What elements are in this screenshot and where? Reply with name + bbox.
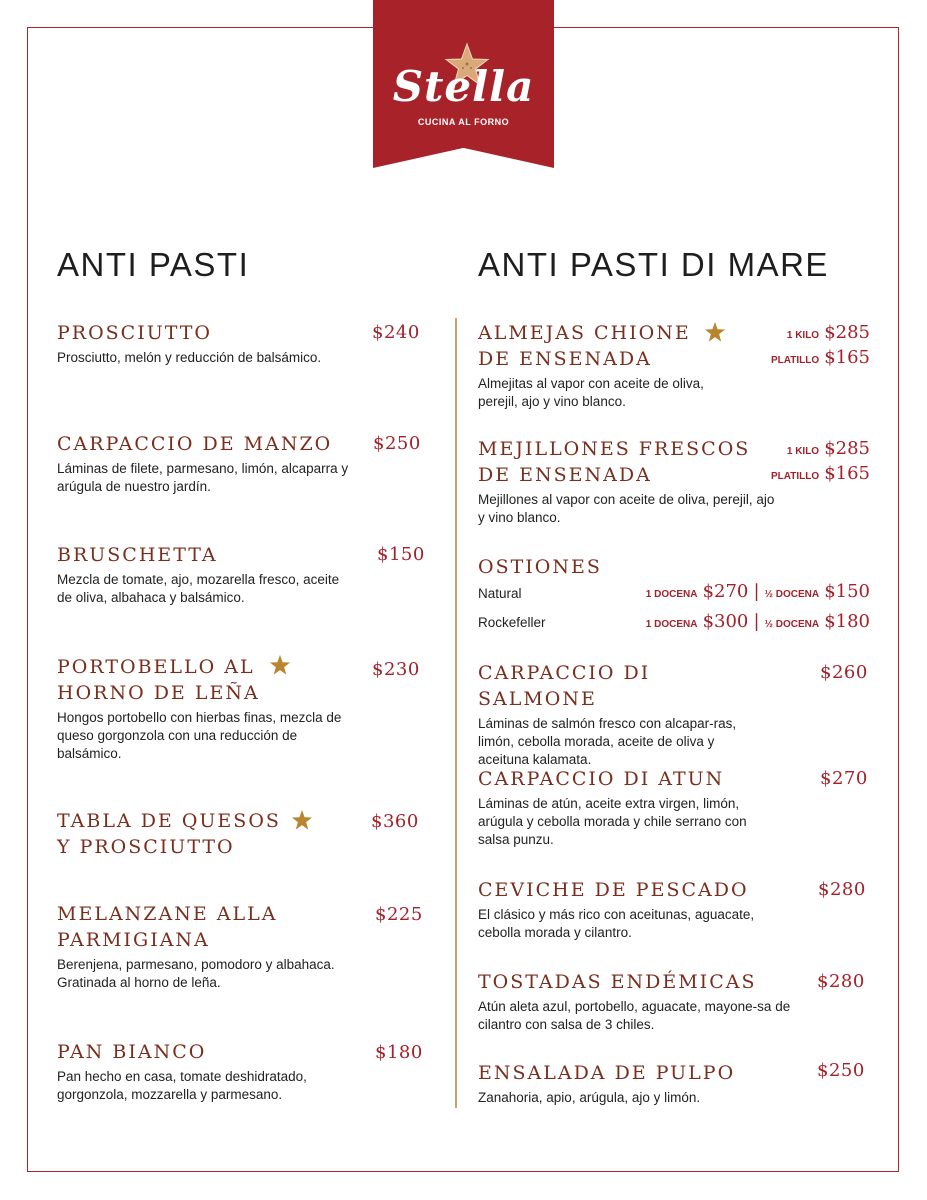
size-label: 1 DOCENA <box>645 589 698 600</box>
menu-item-portobello <box>57 654 362 763</box>
item-description: Pan hecho en casa, tomate deshidratado, gorgonzola, mozzarella y parmesano. <box>57 1069 307 1102</box>
price-separator: | <box>753 581 760 602</box>
item-name-line-1: PORTOBELLO AL <box>57 656 255 678</box>
item-name-line-2: DE ENSENADA <box>478 348 652 370</box>
item-description: Prosciutto, melón y reducción de balsámico. <box>57 350 322 365</box>
item-name: PROSCIUTTO <box>57 322 213 344</box>
size-label: 1 KILO <box>786 330 820 341</box>
item-price: $280 <box>817 971 865 992</box>
item-price: $230 <box>372 659 420 680</box>
item-name-line-2: PARMIGIANA <box>57 929 210 951</box>
column-divider <box>455 318 457 1108</box>
brand-logo-wordmark: Stella <box>392 62 535 111</box>
item-name: PAN BIANCO <box>57 1041 207 1063</box>
size-label: ½ DOCENA <box>764 619 820 630</box>
price-value: $285 <box>824 322 870 343</box>
section-title-anti-pasti-di-mare: ANTI PASTI DI MARE <box>478 246 829 283</box>
item-description: Mejillones al vapor con aceite de oliva, perejil, ajo y vino blanco. <box>478 492 775 525</box>
ostiones-rockefeller-prices <box>646 611 870 632</box>
brand-tagline: CUCINA AL FORNO <box>417 117 510 127</box>
item-name: BRUSCHETTA <box>57 544 218 566</box>
price-value: $150 <box>824 581 870 602</box>
menu-item-tabla-de-quesos <box>57 808 362 860</box>
item-name: TOSTADAS ENDÉMICAS <box>478 971 757 993</box>
price-value: $285 <box>824 438 870 459</box>
item-name-line-2: HORNO DE LEÑA <box>57 682 260 704</box>
ostiones-natural-prices <box>646 581 870 602</box>
menu-item-carpaccio-de-manzo <box>57 431 357 496</box>
item-description: Láminas de atún, aceite extra virgen, limón, arúgula y cebolla morada y chile serrano con salsa punzu. <box>478 796 747 847</box>
price-kilo <box>787 438 870 459</box>
item-name-line-2: DE ENSENADA <box>478 464 652 486</box>
price-platillo <box>771 463 870 484</box>
section-title-anti-pasti: ANTI PASTI <box>57 246 250 283</box>
item-name-line-1: TABLA DE QUESOS <box>57 810 281 832</box>
item-price: $150 <box>377 544 425 565</box>
item-price: $225 <box>375 904 423 925</box>
menu-item-almejas <box>478 320 718 411</box>
menu-item-ceviche <box>478 877 768 942</box>
price-separator: | <box>753 611 760 632</box>
price-value: $165 <box>824 463 870 484</box>
chef-star-icon <box>269 654 291 676</box>
item-description: Láminas de filete, parmesano, limón, alcaparra y arúgula de nuestro jardín. <box>57 461 349 494</box>
item-description: Atún aleta azul, portobello, aguacate, mayone-sa de cilantro con salsa de 3 chiles. <box>478 999 791 1032</box>
price-kilo <box>787 322 870 343</box>
menu-item-ensalada-de-pulpo <box>478 1060 778 1107</box>
item-name-line-1: ALMEJAS CHIONE <box>478 322 691 344</box>
menu-item-prosciutto <box>57 320 357 367</box>
size-label: 1 DOCENA <box>645 619 698 630</box>
item-price: $240 <box>372 322 420 343</box>
menu-item-mejillones <box>478 436 778 527</box>
item-price: $180 <box>375 1042 423 1063</box>
chef-star-icon <box>291 809 313 831</box>
item-name: ENSALADA DE PULPO <box>478 1062 736 1084</box>
price-platillo <box>771 347 870 368</box>
item-name: CEVICHE DE PESCADO <box>478 879 749 901</box>
item-description: Zanahoria, apio, arúgula, ajo y limón. <box>478 1090 701 1105</box>
item-name: OSTIONES <box>478 556 602 578</box>
item-description: Berenjena, parmesano, pomodoro y albahaca. Gratinada al horno de leña. <box>57 957 335 990</box>
menu-item-carpaccio-di-atun <box>478 766 778 849</box>
item-description: Almejitas al vapor con aceite de oliva, perejil, ajo y vino blanco. <box>478 376 704 409</box>
item-price: $280 <box>818 879 866 900</box>
price-value: $180 <box>824 611 870 632</box>
menu-item-melanzane <box>57 901 357 992</box>
item-name-line-2: Y PROSCIUTTO <box>57 836 235 858</box>
menu-item-ostiones <box>478 554 678 580</box>
price-value: $270 <box>702 581 749 602</box>
item-name: CARPACCIO DI ATUN <box>478 768 725 790</box>
size-label: PLATILLO <box>770 471 820 482</box>
item-description: El clásico y más rico con aceitunas, aguacate, cebolla morada y cilantro. <box>478 907 755 940</box>
ostiones-natural-label: Natural <box>478 586 522 601</box>
price-value: $300 <box>702 611 749 632</box>
item-name-line-1: MELANZANE ALLA <box>57 903 278 925</box>
size-label: ½ DOCENA <box>764 589 820 600</box>
menu-item-pan-bianco <box>57 1039 357 1104</box>
item-description: Hongos portobello con hierbas finas, mezcla de queso gorgonzola con una reducción de balsámico. <box>57 710 342 761</box>
menu-item-bruschetta <box>57 542 357 607</box>
size-label: 1 KILO <box>786 446 820 457</box>
item-price: $250 <box>373 433 421 454</box>
chef-star-icon <box>704 321 726 343</box>
item-description: Láminas de salmón fresco con alcapar-ras, limón, cebolla morada, aceite de oliva y aceituna kalamata. <box>478 716 737 767</box>
item-name: CARPACCIO DE MANZO <box>57 433 333 455</box>
item-name: CARPACCIO DI SALMONE <box>478 662 651 710</box>
menu-item-carpaccio-di-salmone <box>478 660 758 769</box>
size-label: PLATILLO <box>770 355 820 366</box>
menu-item-tostadas-endemicas <box>478 969 803 1034</box>
item-price: $270 <box>820 768 868 789</box>
price-value: $165 <box>824 347 870 368</box>
ostiones-rockefeller-label: Rockefeller <box>478 615 546 630</box>
item-name-line-1: MEJILLONES FRESCOS <box>478 438 751 460</box>
item-description: Mezcla de tomate, ajo, mozarella fresco, aceite de oliva, albahaca y balsámico. <box>57 572 340 605</box>
item-price: $250 <box>817 1060 865 1081</box>
item-price: $360 <box>371 811 419 832</box>
item-price: $260 <box>820 662 868 683</box>
